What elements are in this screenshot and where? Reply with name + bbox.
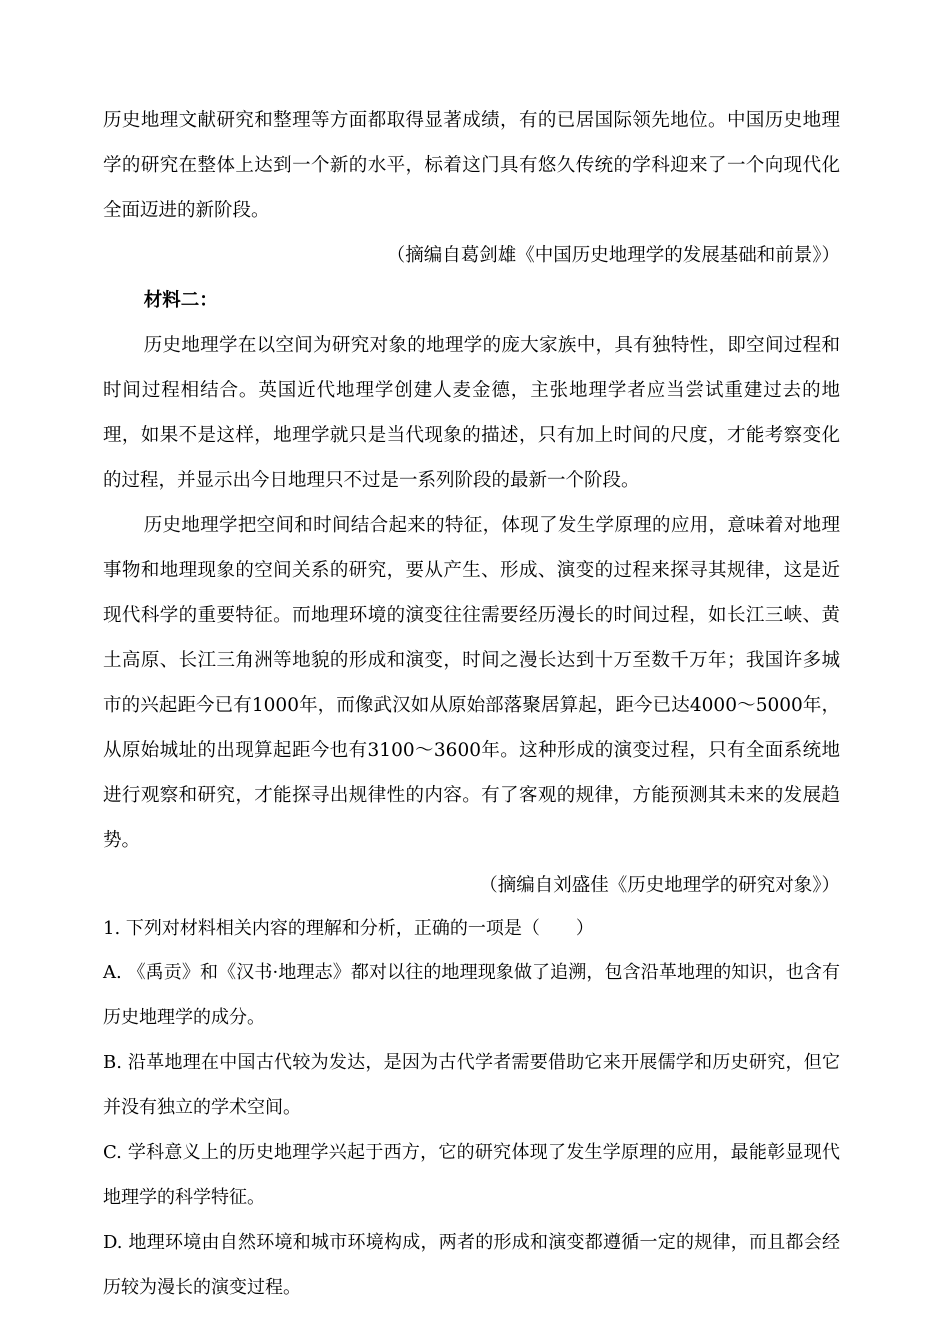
- material2-heading: 材料二：: [143, 290, 218, 311]
- material2-citation: （摘编自刘盛佳《历史地理学的研究对象》）: [479, 875, 840, 896]
- material1-tail-paragraph: 历史地理文献研究和整理等方面都取得显著成绩，有的已居国际领先地位。中国历史地理学的研究在整体上达到一个新的水平，标着这门具有悠久传统的学科迎来了一个向现代化全面迈进的新阶段。: [103, 110, 840, 221]
- question1-option-b: B. 沿革地理在中国古代较为发达，是因为古代学者需要借助它来开展儒学和历史研究，但它并没有独立的学术空间。: [103, 1052, 840, 1118]
- question1-option-a: A. 《禹贡》和《汉书·地理志》都对以往的地理现象做了追溯，包含沿革地理的知识，也含有历史地理学的成分。: [103, 962, 840, 1028]
- material2-paragraph-2: 历史地理学把空间和时间结合起来的特征，体现了发生学原理的应用，意味着对地理事物和地理现象的空间关系的研究，要从产生、形成、演变的过程来探寻其规律，这是近现代科学的重要特征。而地理环境的演变往往需要经历漫长的时间过程，如长江三峡、黄土高原、长江三角洲等地貌的形成和演变，时间之漫长达到十万至数千万年；我国许多城市的兴起距今已有1000年，而像武汉如从原始部落聚居算起，距今已达4000～5000年，从原始城址的出现算起距今也有3100～3600年。这种形成的演变过程，只有全面系统地进行观察和研究，才能探寻出规律性的内容。有了客观的规律，方能预测其未来的发展趋势。: [103, 515, 840, 851]
- question1-option-c: C. 学科意义上的历史地理学兴起于西方，它的研究体现了发生学原理的应用，最能彰显现代地理学的科学特征。: [103, 1142, 840, 1208]
- material2-paragraph-1: 历史地理学在以空间为研究对象的地理学的庞大家族中，具有独特性，即空间过程和时间过程相结合。英国近代地理学创建人麦金德，主张地理学者应当尝试重建过去的地理，如果不是这样，地理学就只是当代现象的描述，只有加上时间的尺度，才能考察变化的过程，并显示出今日地理只不过是一系列阶段的最新一个阶段。: [103, 335, 840, 491]
- question1-stem: 1. 下列对材料相关内容的理解和分析，正确的一项是（ ）: [103, 918, 594, 939]
- material1-citation: （摘编自葛剑雄《中国历史地理学的发展基础和前景》）: [386, 245, 840, 266]
- question1-option-d: D. 地理环境由自然环境和城市环境构成，两者的形成和演变都遵循一定的规律，而且都会经历较为漫长的演变过程。: [103, 1232, 840, 1298]
